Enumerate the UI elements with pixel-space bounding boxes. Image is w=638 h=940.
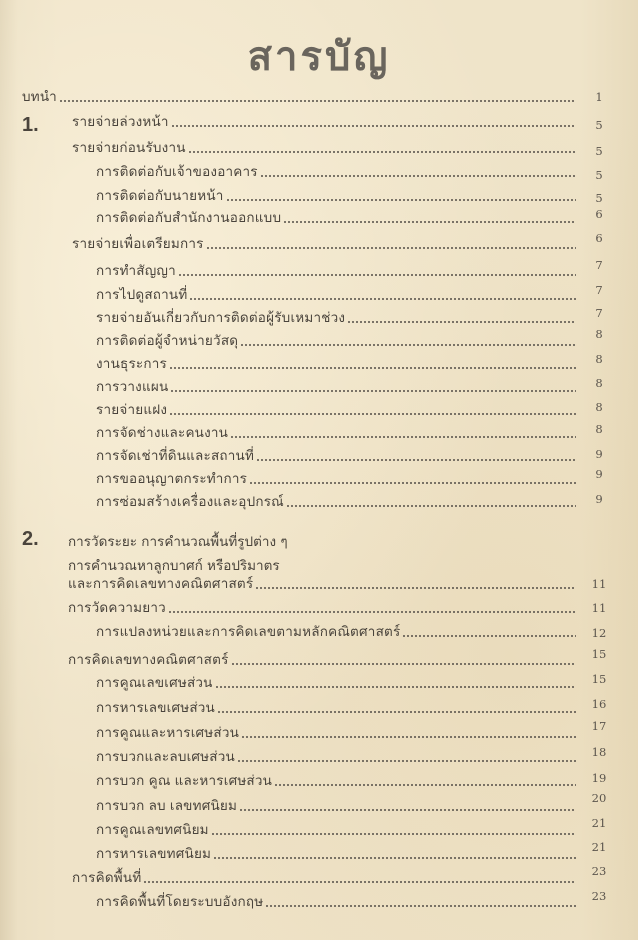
leader-dots	[170, 390, 576, 392]
leader-dots	[59, 100, 576, 102]
toc-entry-page: 1	[595, 90, 603, 104]
toc-entry-page: 9	[595, 447, 603, 461]
toc-entry	[96, 259, 580, 281]
toc-entry	[96, 352, 580, 374]
toc-entry-page: 17	[591, 719, 607, 733]
toc-entry-page: 19	[591, 771, 607, 785]
leader-dots	[240, 344, 576, 346]
toc-entry-page: 8	[595, 400, 603, 414]
toc-entry-label: การติดต่อผู้จำหน่ายวัสดุ	[96, 333, 239, 349]
toc-entry-label: การวางแผน	[96, 379, 169, 395]
toc-entry-page: 12	[591, 626, 607, 640]
toc-entry-page: 5	[595, 118, 603, 132]
toc-entry-label: การคิดพื้นที่	[72, 870, 142, 886]
toc-entry	[68, 648, 580, 670]
toc-entry-label: การคิดพื้นที่โดยระบบอังกฤษ	[96, 894, 264, 910]
toc-entry-page: 5	[595, 144, 603, 158]
leader-dots	[256, 459, 576, 461]
leader-dots	[169, 367, 576, 369]
toc-entry	[96, 329, 580, 351]
leader-dots	[169, 413, 576, 415]
leader-dots	[189, 298, 576, 300]
toc-entry	[96, 306, 580, 328]
leader-dots	[206, 247, 576, 249]
toc-entry-label-line: การคำนวณหาลูกบาศก์ หรือปริมาตร	[68, 558, 280, 574]
toc-entry	[96, 206, 580, 228]
toc-entry-label: รายจ่ายล่วงหน้า	[72, 114, 169, 130]
toc-entry-page: 8	[595, 376, 603, 390]
leader-dots	[260, 175, 576, 177]
toc-entry-page: 9	[595, 467, 603, 481]
toc-entry-label: การติดต่อกับสำนักงานออกแบบ	[96, 210, 282, 226]
toc-entry-page: 16	[591, 697, 607, 711]
toc-entry-page: 7	[595, 258, 603, 272]
toc-entry-page: 15	[591, 672, 607, 686]
toc-entry-label: การจัดเช่าที่ดินและสถานที่	[96, 448, 255, 464]
toc-entry-page: 21	[591, 840, 607, 854]
toc-entry	[96, 696, 580, 718]
toc-entry	[72, 866, 580, 888]
toc-entry-page: 7	[595, 283, 603, 297]
toc-entry-page: 7	[595, 306, 603, 320]
leader-dots	[241, 736, 576, 738]
toc-entry	[96, 721, 580, 743]
toc-entry-label: การบวก ลบ เลขทศนิยม	[96, 798, 238, 814]
toc-entry-page: 5	[595, 168, 603, 182]
leader-dots	[274, 784, 576, 786]
toc-entry	[96, 398, 580, 420]
toc-entry	[96, 890, 580, 912]
leader-dots	[402, 635, 576, 637]
leader-dots	[239, 809, 576, 811]
leader-dots	[265, 905, 576, 907]
chapter-number: 1.	[22, 114, 39, 136]
toc-entry-label: การขออนุญาตกระทำการ	[96, 471, 248, 487]
toc-entry	[72, 136, 580, 158]
toc-entry	[96, 818, 580, 840]
toc-entry	[96, 375, 580, 397]
toc-entry-label: งานธุระการ	[96, 356, 167, 372]
toc-entry-page: 15	[591, 647, 607, 661]
toc-entry-page: 11	[591, 601, 607, 615]
toc-entry	[96, 842, 580, 864]
leader-dots	[215, 686, 576, 688]
toc-entry-label: การหารเลขทศนิยม	[96, 846, 212, 862]
leader-dots	[249, 482, 576, 484]
toc-entry-label: การจัดช่างและคนงาน	[96, 425, 229, 441]
toc-entry	[96, 467, 580, 489]
toc-entry-label: การซ่อมสร้างเครื่องและอุปกรณ์	[96, 494, 284, 510]
toc-entry	[96, 794, 580, 816]
toc-entry	[96, 444, 580, 466]
leader-dots	[188, 151, 576, 153]
toc-entry	[68, 596, 580, 618]
toc-entry-label: การบวก คูณ และหารเศษส่วน	[96, 773, 273, 789]
toc-entry-label: การทำสัญญา	[96, 263, 176, 279]
toc-entry	[96, 421, 580, 443]
leader-dots	[226, 199, 576, 201]
toc-entry-page: 11	[591, 577, 607, 591]
toc-entry	[96, 769, 580, 791]
toc-entry	[96, 620, 580, 642]
toc-entry-label: การหารเลขเศษส่วน	[96, 700, 215, 716]
leader-dots	[211, 833, 576, 835]
toc-entry-page: 20	[591, 791, 607, 805]
toc-entry-label: การคูณเลขเศษส่วน	[96, 675, 213, 691]
toc-entry-label: รายจ่ายแฝง	[96, 402, 168, 418]
toc-entry-page: 8	[595, 327, 603, 341]
toc-entry-page: 21	[591, 816, 607, 830]
toc-entry-label: การบวกและลบเศษส่วน	[96, 749, 235, 765]
toc-entry	[96, 184, 580, 206]
leader-dots	[286, 505, 576, 507]
toc-entry-label: การคิดเลขทางคณิตศาสตร์	[68, 652, 229, 668]
toc-entry-page: 18	[591, 745, 607, 759]
toc-entry-page: 8	[595, 422, 603, 436]
toc-entry-label: รายจ่ายเพื่อเตรียมการ	[72, 236, 204, 252]
toc-entry-label: การคูณเลขทศนิยม	[96, 822, 209, 838]
chapter-number: 2.	[22, 528, 39, 550]
toc-entry-label: การแปลงหน่วยและการคิดเลขตามหลักคณิตศาสตร์	[96, 624, 401, 640]
toc-entry	[72, 110, 580, 132]
leader-dots	[171, 125, 576, 127]
toc-entry-label: การติดต่อกับเจ้าของอาคาร	[96, 164, 258, 180]
toc-entry-label: การติดต่อกับนายหน้า	[96, 188, 224, 204]
toc-entry-label: การไปดูสถานที่	[96, 287, 188, 303]
toc-entry-label: รายจ่ายก่อนรับงาน	[72, 140, 186, 156]
leader-dots	[347, 321, 576, 323]
toc-entry-label: การคูณและหารเศษส่วน	[96, 725, 240, 741]
toc-entry	[96, 745, 580, 767]
toc-entry-label: รายจ่ายอันเกี่ยวกับการติดต่อผู้รับเหมาช่วง	[96, 310, 346, 326]
toc-entry-label-line: การวัดระยะ การคำนวณพื้นที่รูปต่าง ๆ	[68, 534, 288, 550]
toc-entry-page: 9	[595, 492, 603, 506]
toc-entry-label: บทนำ	[22, 89, 57, 105]
leader-dots	[237, 760, 576, 762]
leader-dots	[168, 611, 576, 613]
leader-dots	[255, 587, 576, 589]
leader-dots	[230, 436, 576, 438]
leader-dots	[283, 221, 576, 223]
leader-dots	[143, 881, 576, 883]
page-title: สารบัญ	[247, 34, 391, 80]
toc-entry-page: 6	[595, 231, 603, 245]
leader-dots	[217, 711, 576, 713]
toc-entry	[68, 572, 580, 594]
toc-entry-page: 23	[591, 864, 607, 878]
leader-dots	[178, 274, 576, 276]
toc-entry-page: 8	[595, 352, 603, 366]
toc-entry	[96, 283, 580, 305]
toc-entry	[96, 160, 580, 182]
toc-entry-label: การวัดความยาว	[68, 600, 166, 616]
leader-dots	[231, 663, 576, 665]
toc-entry-page: 23	[591, 889, 607, 903]
leader-dots	[213, 857, 576, 859]
toc-entry	[96, 490, 580, 512]
toc-entry-intro	[22, 85, 580, 107]
toc-entry-page: 5	[595, 191, 603, 205]
toc-entry	[72, 232, 580, 254]
toc-entry-label: และการคิดเลขทางคณิตศาสตร์	[68, 576, 254, 592]
toc-entry	[96, 671, 580, 693]
toc-entry-page: 6	[595, 207, 603, 221]
